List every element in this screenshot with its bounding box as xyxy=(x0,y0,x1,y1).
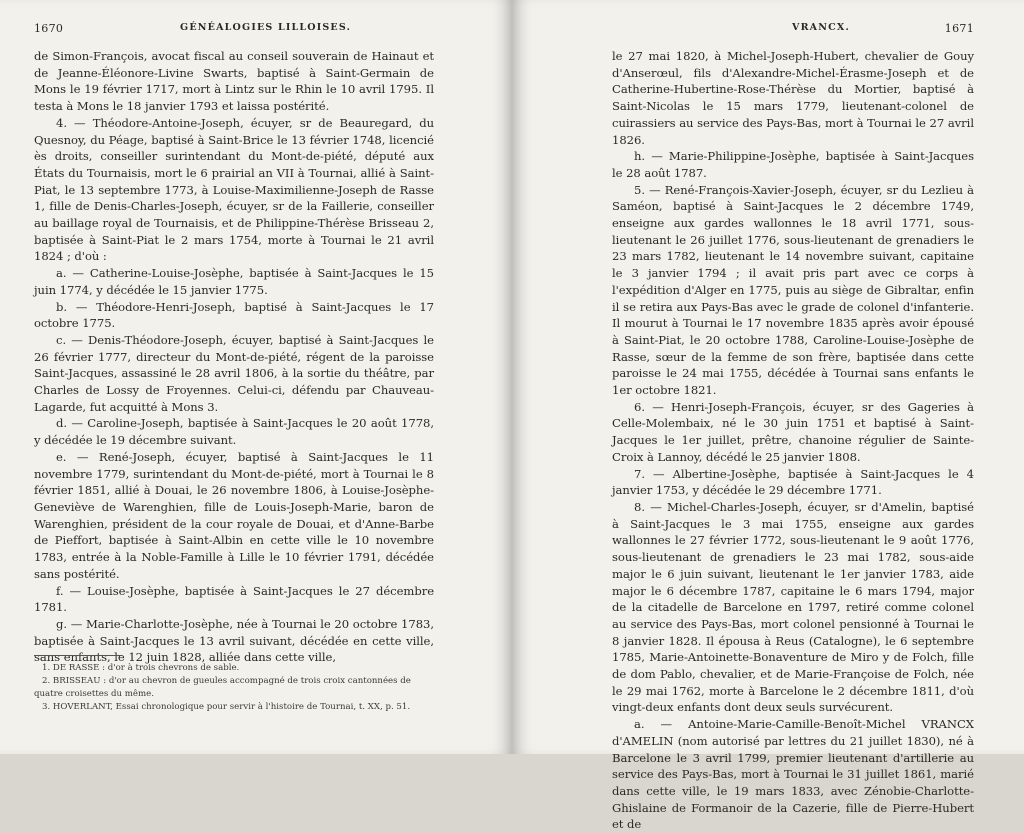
paragraph: 7. — Albertine-Josèphe, baptisée à Saint-Jacques le 4 janvier 1753, y décédée le 29 décembre 1771. xyxy=(612,466,974,498)
footnote: 2. BRISSEAU : d'or au chevron de gueules accompagné de trois croix cantonnées de quatre croisettes du même. xyxy=(34,676,411,699)
paragraph: a. — Antoine-Marie-Camille-Benoît-Michel VRANCX d'AMELIN (nom autorisé par lettres du 21 juillet 1830), né à Barcelone le 3 avril 1799, premier lieutenant d'artillerie au service des Pays-Bas, mort à Tournai le 31 juillet 1861, marié dans cette ville, le 19 mars 1833, avec Zénobie-Charlotte-Ghislaine de Formanoir de la Cazerie, fille de Pierre-Hubert et de xyxy=(612,717,974,832)
footnotes xyxy=(34,662,434,714)
paragraph: a. — Catherine-Louise-Josèphe, baptisée à Saint-Jacques le 15 juin 1774, y décédée le 15 janvier 1775. xyxy=(34,266,434,297)
paragraph: d. — Caroline-Joseph, baptisée à Saint-Jacques le 20 août 1778, y décédée le 19 décembre suivant. xyxy=(34,416,434,448)
footnote: 3. HOVERLANT, Essai chronologique pour servir à l'histoire de Tournai, t. XX, p. 51. xyxy=(42,702,411,712)
right-page-number: 1671 xyxy=(944,22,974,35)
right-page xyxy=(512,0,1024,832)
paragraph: 5. — René-François-Xavier-Joseph, écuyer, sr du Lezlieu à Saméon, baptisé à Saint-Jacques le 2 décembre 1749, enseigne aux gardes wallonnes le 18 avril 1771, sous-lieutenant le 26 juillet 1776, sous-lieutenant de grenadiers le 23 mars 1782, lieutenant le 14 novembre suivant, capitaine le 3 janvier 1794 ; il avait pris part avec ce corps à l'expédition d'Alger en 1775, puis au siège de Gibraltar, enfin il se retira aux Pays-Bas avec le grade de colonel d'infanterie. Il mourut à Tournai le 17 novembre 1835 après avoir épousé à Saint-Piat, le 20 octobre 1788, Caroline-Louise-Josèphe de Rasse, sœur de la femme de son frère, baptisée dans cette paroisse le 24 mai 1755, décédée à Tournai sans enfants le 1er octobre 1821. xyxy=(612,182,974,398)
paragraph: 8. — Michel-Charles-Joseph, écuyer, sr d'Amelin, baptisé à Saint-Jacques le 3 mai 1755, enseigne aux gardes wallonnes le 27 février 1772, sous-lieutenant le 9 août 1776, sous-lieutenant de grenadiers le 23 mai 1782, sous-aide major le 6 juin suivant, lieutenant le 1er janvier 1783, aide major le 6 décembre 1787, capitaine le 6 mars 1794, major de la citadelle de Barcelone en 1797, retiré comme colonel au service des Pays-Bas, mort colonel pensionné à Tournai le 8 janvier 1828. Il épousa à Reus (Catalogne), le 6 septembre 1785, Marie-Antoinette-Bonaventure de Miro y de Folch, fille de dom Pablo, chevalier, et de Marie-Françoise de Folch, née le 29 mai 1762, morte à Barcelone le 2 décembre 1811, d'où vingt-deux enfants dont deux seuls survécurent. xyxy=(612,499,974,715)
paragraph: b. — Théodore-Henri-Joseph, baptisé à Saint-Jacques le 17 octobre 1775. xyxy=(34,299,434,331)
left-running-head xyxy=(0,22,512,40)
left-page-number: 1670 xyxy=(34,22,64,35)
paragraph: f. — Louise-Josèphe, baptisée à Saint-Jacques le 27 décembre 1781. xyxy=(34,583,434,615)
paragraph: e. — René-Joseph, écuyer, baptisé à Saint-Jacques le 11 novembre 1779, surintendant du Mont-de-piété, mort à Tournai le 8 février 1851, allié à Douai, le 26 novembre 1806, à Louise-Josèphe-Geneviève de Warenghien, fille de Louis-Joseph-Marie, baron de Warenghien, président de la cour royale de Douai, et d'Anne-Barbe de Pieffort, baptisée à Saint-Albin en cette ville le 10 novembre 1783, entrée à la Noble-Famille à Lille le 10 février 1791, décédée sans postérité. xyxy=(34,449,434,581)
paragraph: 4. — Théodore-Antoine-Joseph, écuyer, sr de Beauregard, du Quesnoy, du Péage, baptisé à Saint-Brice le 13 février 1748, licencié ès droits, conseiller surintendant du Mont-de-piété, député aux États du Tournaisis, mort le 6 prairial an VII à Tournai, allié à Saint-Piat, le 13 septembre 1773, à Louise-Maximilienne-Joseph de Rasse 1, fille de Denis-Charles-Joseph, écuyer, sr de la Faillerie, conseiller au baillage royal de Tournaisis, et de Philippine-Thérèse Brisseau 2, baptisée à Saint-Piat le 2 mars 1754, morte à Tournai le 21 avril 1824 ; d'où : xyxy=(34,115,434,264)
paragraph: de Simon-François, avocat fiscal au conseil souverain de Hainaut et de Jeanne-Éléonore-Livine Swarts, baptisé à Saint-Germain de Mons le 19 février 1717, mort à Lintz sur le Rhin le 10 avril 1795. Il testa à Mons le 18 janvier 1793 et laissa postérité. xyxy=(34,49,434,114)
paragraph: le 27 mai 1820, à Michel-Joseph-Hubert, chevalier de Gouy d'Anserœul, fils d'Alexandre-Michel-Érasme-Joseph et de Catherine-Hubertine-Rose-Thérèse du Mortier, baptisé à Saint-Nicolas le 15 mars 1779, lieutenant-colonel de cuirassiers au service des Pays-Bas, mort à Tournai le 27 avril 1826. xyxy=(612,49,974,147)
right-running-title: VRANCX. xyxy=(792,22,850,33)
left-body-text xyxy=(34,48,434,666)
paragraph: 6. — Henri-Joseph-François, écuyer, sr des Gageries à Celle-Molembaix, né le 30 juin 1751 et baptisé à Saint-Jacques le 1er juillet, prêtre, chanoine régulier de Sainte-Croix à Lannoy, décédé le 25 janvier 1808. xyxy=(612,399,974,464)
paragraph: c. — Denis-Théodore-Joseph, écuyer, baptisé à Saint-Jacques le 26 février 1777, directeur du Mont-de-piété, régent de la paroisse Saint-Jacques, assassiné le 28 avril 1806, à la sortie du théâtre, par Charles de Lossy de Froyennes. Celui-ci, défendu par Chauveau-Lagarde, fut acquitté à Mons 3. xyxy=(34,332,434,414)
left-page xyxy=(0,0,512,754)
paragraph: g. — Marie-Charlotte-Josèphe, née à Tournai le 20 octobre 1783, baptisée à Saint-Jacques le 13 avril suivant, décédée en cette ville, sans enfants, le 12 juin 1828, alliée dans cette ville, xyxy=(34,616,434,665)
right-body-text xyxy=(612,48,974,833)
left-running-title: GÉNÉALOGIES LILLOISES. xyxy=(180,22,352,33)
footnote-rule xyxy=(34,655,122,656)
right-running-head xyxy=(512,22,1024,40)
footnote: 1. DE RASSE : d'or à trois chevrons de sable. xyxy=(42,663,240,673)
paragraph: h. — Marie-Philippine-Josèphe, baptisée à Saint-Jacques le 28 août 1787. xyxy=(612,149,974,180)
